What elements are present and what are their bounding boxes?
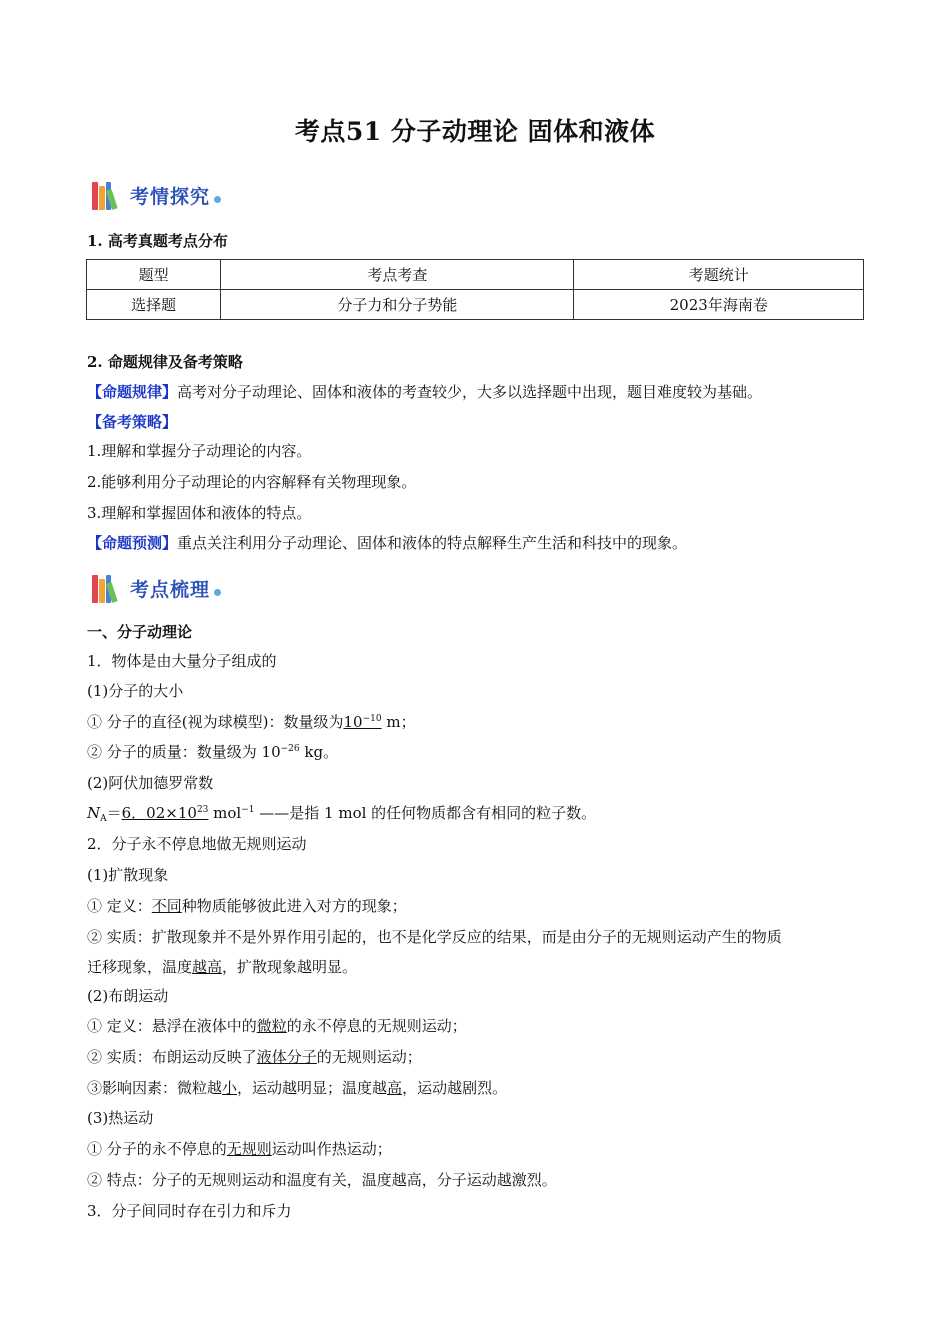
text-span: 迁移现象，温度 [87, 958, 193, 976]
table-header-row [87, 260, 864, 290]
text-span: ① 定义： [87, 897, 152, 915]
paragraph: (1)分子的大小 [87, 682, 184, 700]
text-span: ① 分子的永不停息的 [87, 1140, 227, 1158]
rule-paragraph [87, 382, 867, 402]
section-badge-exam-analysis [92, 177, 221, 213]
paragraph: 3．分子间同时存在引力和斥力 [87, 1202, 292, 1220]
underlined-answer: 微粒 [256, 1017, 287, 1035]
exam-distribution-table [86, 259, 864, 320]
text-span: 10 [343, 713, 363, 731]
rule-text: 高考对分子动理论、固体和液体的考查较少，大多以选择题中出现，题目难度较为基础。 [177, 383, 763, 401]
text-span: ，运动越剧烈。 [402, 1079, 508, 1097]
books-icon [92, 573, 128, 603]
paragraph: (2)阿伏加德罗常数 [87, 774, 214, 792]
underlined-answer: 液体分子 [256, 1048, 317, 1066]
section-heading-distribution: 1. 高考真题考点分布 [87, 232, 228, 250]
exponent: −1 [241, 805, 255, 815]
text-span: ② 分子的质量：数量级为 10 [87, 743, 281, 761]
text-span: ＝ [106, 804, 122, 822]
predict-text: 重点关注利用分子动理论、固体和液体的特点解释生产生活和科技中的现象。 [177, 534, 688, 552]
molecule-mass-line [87, 742, 867, 762]
table-row [87, 290, 864, 320]
text-span: 6．02×10 [121, 804, 197, 822]
underlined-answer: 不同 [151, 897, 182, 915]
exponent: 23 [196, 805, 209, 815]
brownian-definition [87, 1016, 867, 1036]
subscript: A [100, 814, 107, 824]
heat-motion-feature: ② 特点：分子的无规则运动和温度有关，温度越高，分子运动越激烈。 [87, 1171, 557, 1189]
symbol: N [87, 804, 101, 822]
underlined-answer [343, 713, 381, 731]
paragraph: (2)布朗运动 [87, 987, 169, 1005]
underlined-answer: 越高 [192, 958, 223, 976]
table-header-cell: 考点考查 [221, 260, 574, 290]
predict-tag: 【命题预测】 [87, 534, 178, 552]
text-span: ，扩散现象越明显。 [222, 958, 358, 976]
diffusion-essence: ② 实质：扩散现象并不是外界作用引起的，也不是化学反应的结果，而是由分子的无规则运动产生的物质 [87, 928, 782, 946]
avogadro-line [87, 803, 867, 823]
text-span: ——是指 1 mol 的任何物质都含有相同的粒子数。 [254, 804, 597, 822]
strategy-item: 3.理解和掌握固体和液体的特点。 [87, 504, 312, 522]
brownian-factors [87, 1078, 867, 1098]
underlined-answer: 小 [222, 1079, 238, 1097]
paragraph: 1．物体是由大量分子组成的 [87, 652, 277, 670]
diffusion-essence-cont [87, 957, 867, 977]
table-header-cell: 题型 [87, 260, 221, 290]
section-heading-strategy: 2. 命题规律及备考策略 [87, 353, 243, 371]
strategy-tag-line [87, 412, 867, 432]
dot-icon [214, 196, 221, 203]
text-span: 运动叫作热运动； [271, 1140, 392, 1158]
heat-motion-definition [87, 1139, 867, 1159]
text-span: m； [381, 713, 416, 731]
text-span: 的无规则运动； [316, 1048, 422, 1066]
text-span: ① 分子的直径(视为球模型)：数量级为 [87, 713, 344, 731]
badge-label: 考情探究 [130, 185, 211, 208]
text-span: mol [208, 804, 242, 822]
table-cell: 分子力和分子势能 [221, 290, 574, 320]
predict-paragraph [87, 533, 867, 553]
underlined-answer: 高 [387, 1079, 403, 1097]
dot-icon [214, 589, 221, 596]
strategy-tag: 【备考策略】 [87, 413, 178, 431]
paragraph: 2．分子永不停息地做无规则运动 [87, 835, 307, 853]
table-header-cell: 考题统计 [574, 260, 864, 290]
section-badge-key-points [92, 570, 221, 606]
paragraph: (1)扩散现象 [87, 866, 169, 884]
strategy-item: 2.能够利用分子动理论的内容解释有关物理现象。 [87, 473, 417, 491]
books-icon [92, 180, 128, 210]
text-span: ③影响因素：微粒越 [87, 1079, 223, 1097]
text-span: 的永不停息的无规则运动； [286, 1017, 467, 1035]
underlined-answer [122, 804, 209, 822]
text-span: ① 定义：悬浮在液体中的 [87, 1017, 257, 1035]
part-heading: 一、分子动理论 [87, 623, 193, 641]
table-cell: 2023年海南卷 [574, 290, 864, 320]
rule-tag: 【命题规律】 [87, 383, 178, 401]
exponent: −26 [280, 744, 300, 754]
text-span: kg。 [299, 743, 339, 761]
exponent: −10 [362, 714, 382, 724]
diffusion-definition [87, 896, 867, 916]
text-span: ，运动越明显；温度越 [237, 1079, 388, 1097]
underlined-answer: 无规则 [226, 1140, 272, 1158]
strategy-item: 1.理解和掌握分子动理论的内容。 [87, 442, 312, 460]
brownian-essence [87, 1047, 867, 1067]
text-span: 种物质能够彼此进入对方的现象； [181, 897, 407, 915]
badge-label: 考点梳理 [130, 578, 211, 601]
molecule-diameter-line [87, 712, 867, 732]
table-cell: 选择题 [87, 290, 221, 320]
paragraph: (3)热运动 [87, 1109, 154, 1127]
text-span: ② 实质：布朗运动反映了 [87, 1048, 257, 1066]
page-title: 考点51 分子动理论 固体和液体 [294, 117, 656, 146]
